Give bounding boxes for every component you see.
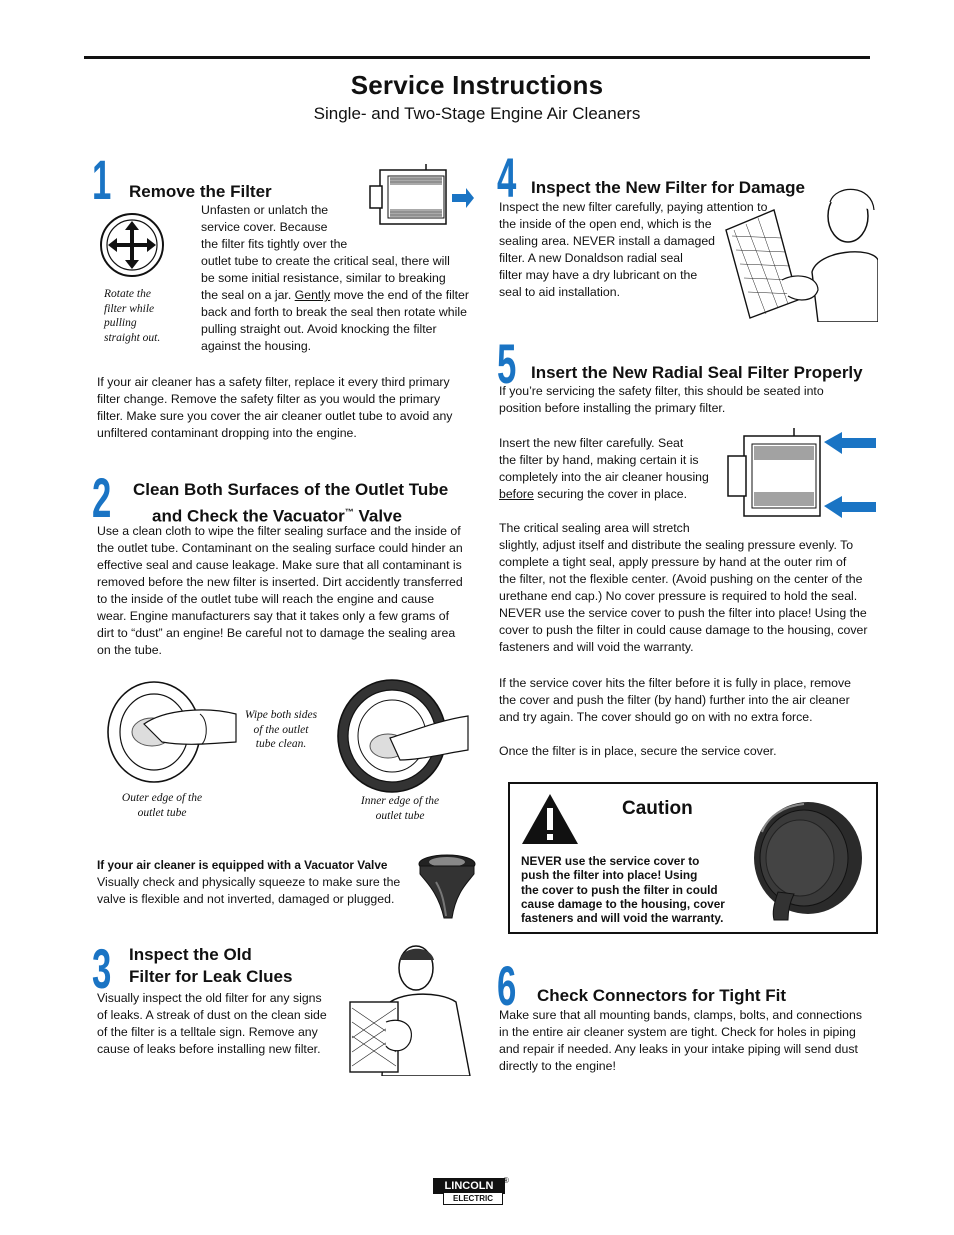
text-line: Inspect the new filter carefully, paying attention to — [499, 200, 768, 214]
text-line: NEVER use the service cover to push the filter into place! Using the — [499, 606, 867, 620]
logo-registered-mark: ® — [503, 1176, 509, 1185]
text-line: sealing area. NEVER install a damaged — [499, 234, 716, 248]
step-1-text — [201, 202, 491, 355]
text-line: removed before the new filter is inserted. Dirt accidently transferred — [97, 575, 463, 589]
text-line: unfiltered contaminant dropping into the engine. — [97, 426, 357, 440]
text-line: cause of leaks before installing new filter. — [97, 1042, 321, 1056]
caution-title: Caution — [622, 798, 693, 819]
text-line: fasteners and will void the warranty. — [521, 911, 724, 926]
air-cleaner-cover-illustration — [744, 792, 870, 926]
text-line: Insert the new filter carefully. Seat — [499, 436, 684, 450]
text-line: If your air cleaner has a safety filter, replace it every third primary — [97, 375, 450, 389]
step-5-cover-hits — [499, 675, 879, 726]
text-line: Visually inspect the old filter for any signs — [97, 991, 322, 1005]
text-line: to the inside of the outlet tube will reach the engine and cause — [97, 592, 435, 606]
text-line: pulling straight out. Avoid knocking the filter — [201, 322, 437, 336]
inner-edge-caption — [342, 794, 458, 823]
step-5-heading: Insert the New Radial Seal Filter Properly — [531, 363, 863, 382]
text-line: position before installing the primary filter. — [499, 401, 726, 415]
caption-line: Outer edge of the — [121, 792, 203, 804]
caption-line: Inner edge of the — [360, 795, 440, 807]
underlined-word: Gently — [294, 288, 331, 302]
caption-line: Rotate the — [104, 288, 151, 300]
text-line: urethane end cap.) No cover pressure is required to hold the seal. — [499, 589, 858, 603]
text-line: of leaks. A streak of dust on the clean side — [97, 1008, 327, 1022]
text-line: seal to aid installation. — [499, 285, 620, 299]
text-line: of the filter is a telltale sign. Remove any — [97, 1025, 318, 1039]
step-5-intro — [499, 383, 879, 417]
text-line: Visually check and physically squeeze to make sure the — [97, 875, 401, 889]
text-line — [499, 486, 729, 503]
text-line: the outlet tube. Contaminant on the sealing surface could hinder an — [97, 541, 463, 555]
step-5-secure: Once the filter is in place, secure the service cover. — [499, 744, 777, 758]
caution-text — [521, 854, 751, 925]
lincoln-electric-logo — [433, 1178, 511, 1206]
vacuator-section — [97, 857, 427, 908]
text-line: outlet tube to create the critical seal, there will — [201, 254, 450, 268]
outer-edge-caption — [104, 791, 220, 820]
text-line: the filter, not the flexible center. (Avoid pushing on the center of the — [499, 572, 863, 586]
step-6-text — [499, 1007, 879, 1075]
text-line: effective seal and cause leakage. Make sure that all contaminant is — [97, 558, 462, 572]
caption-line: outlet tube — [375, 809, 425, 822]
step-6-heading: Check Connectors for Tight Fit — [537, 986, 787, 1005]
text-line: the cover and push the filter (by hand) further into the air cleaner — [499, 693, 850, 707]
logo-bottom: ELECTRIC — [443, 1192, 503, 1205]
text-line: dirt to “dust” an engine! Be careful not to damage the sealing area — [97, 626, 456, 640]
text-line: and try again. The cover should go on with no extra force. — [499, 710, 813, 724]
text-line: the filter fits tightly over the — [201, 237, 348, 251]
page-subtitle: Single- and Two-Stage Engine Air Cleaners — [313, 104, 641, 123]
text-fragment: the seal on a jar. — [201, 288, 292, 302]
heading-line: Inspect the Old — [129, 945, 252, 964]
text-line: in the entire air cleaner system are tight. Check for holes in piping — [499, 1025, 856, 1039]
underlined-word: before — [499, 487, 534, 501]
text-line: be some initial resistance, similar to breaking — [201, 271, 446, 285]
man-inspecting-new-filter-illustration — [722, 180, 878, 322]
wipe-caption — [238, 708, 324, 752]
caption-line: tube clean. — [255, 738, 307, 750]
insert-filter-illustration — [724, 426, 878, 522]
step-3-text — [97, 990, 367, 1058]
text-line: Use a clean cloth to wipe the filter sealing surface and the inside of — [97, 524, 461, 538]
text-line: completely into the air cleaner housing — [499, 470, 709, 484]
text-line: directly to the engine! — [499, 1059, 616, 1073]
text-line: The critical sealing area will stretch — [499, 521, 690, 535]
text-line: on the tube. — [97, 643, 162, 657]
text-line: Make sure that all mounting bands, clamps, bolts, and connections — [499, 1008, 862, 1022]
caption-line: outlet tube — [137, 806, 187, 819]
text-fragment: move the end of the filter — [330, 288, 469, 302]
step-2-heading — [133, 479, 493, 528]
text-line: and repair if needed. Any leaks in your intake piping will send dust — [499, 1042, 858, 1056]
rotate-caption — [104, 287, 164, 345]
caption-line: filter while — [104, 302, 155, 315]
step-3-number: 3 — [92, 937, 112, 1000]
text-line: cause damage to the housing, cover — [521, 896, 725, 911]
text-line: filter. A new Donaldson radial seal — [499, 251, 683, 265]
warning-icon — [520, 792, 580, 846]
text-line: wear. Engine manufacturers say that it takes only a few grams of — [97, 609, 449, 623]
step-1-heading: Remove the Filter — [129, 182, 272, 201]
caption-line: straight out. — [104, 331, 161, 344]
text-line: the cover to push the filter in could — [521, 882, 718, 897]
trademark-mark: ™ — [344, 507, 354, 517]
text-line: back and forth to break the seal then rotate while — [201, 305, 467, 319]
heading-line: Clean Both Surfaces of the Outlet Tube — [133, 480, 449, 499]
text-line: filter may have a dry lubricant on the — [499, 268, 698, 282]
step-2-text — [97, 523, 489, 659]
text-line: Unfasten or unlatch the — [201, 203, 329, 217]
heading-fragment: and Check the Vacuator — [152, 506, 345, 526]
text-line: slightly, adjust itself and distribute the sealing pressure evenly. To — [499, 538, 854, 552]
vacuator-valve-illustration — [416, 852, 478, 922]
text-line: filter. Make sure you cover the air cleaner outlet tube to avoid any — [97, 409, 453, 423]
rotate-filter-icon — [99, 212, 165, 278]
step-4-heading: Inspect the New Filter for Damage — [531, 178, 805, 197]
text-line: If the service cover hits the filter before it is fully in place, remove — [499, 676, 851, 690]
caption-line: Wipe both sides — [244, 709, 318, 721]
step-2-number: 2 — [92, 466, 112, 529]
text-line: valve is flexible and not inverted, damaged or plugged. — [97, 892, 395, 906]
text-line: push the filter into place! Using — [521, 868, 698, 883]
wipe-outer-edge-illustration — [104, 680, 238, 790]
logo-top: LINCOLN — [433, 1178, 505, 1194]
step-6-number: 6 — [497, 954, 517, 1017]
text-line — [201, 287, 491, 304]
text-line: fasteners and will void the warranty. — [499, 640, 694, 654]
step-5-number: 5 — [497, 332, 517, 395]
safety-filter-text — [97, 374, 487, 442]
caption-line: of the outlet — [253, 723, 309, 736]
text-line: the filter by hand, making certain it is — [499, 453, 699, 467]
text-line: cover to push the filter in could cause damage to the housing, cover — [499, 623, 868, 637]
text-line: complete a tight seal, apply pressure by hand at the outer rim of — [499, 555, 847, 569]
text-line: service cover. Because — [201, 220, 328, 234]
top-rule — [84, 56, 870, 59]
step-5-critical — [499, 520, 879, 656]
text-line: NEVER use the service cover to — [521, 854, 700, 868]
heading-fragment: Valve — [353, 506, 402, 526]
step-5-insert — [499, 435, 729, 503]
page-title: Service Instructions — [350, 70, 604, 100]
text-line: If you’re servicing the safety filter, this should be seated into — [499, 384, 824, 398]
text-line: filter change. Remove the safety filter as you would the primary — [97, 392, 441, 406]
text-fragment: securing the cover in place. — [533, 487, 687, 501]
vacuator-heading: If your air cleaner is equipped with a Vacuator Valve — [97, 858, 388, 872]
heading-line: Filter for Leak Clues — [129, 967, 293, 986]
step-1-number: 1 — [92, 148, 112, 211]
text-line: against the housing. — [201, 339, 312, 353]
step-4-number: 4 — [497, 146, 517, 209]
wipe-inner-edge-illustration — [330, 676, 470, 794]
caption-line: pulling — [104, 317, 137, 329]
man-inspecting-old-filter-illustration — [346, 942, 478, 1076]
text-line: the inside of the open end, which is the — [499, 217, 712, 231]
